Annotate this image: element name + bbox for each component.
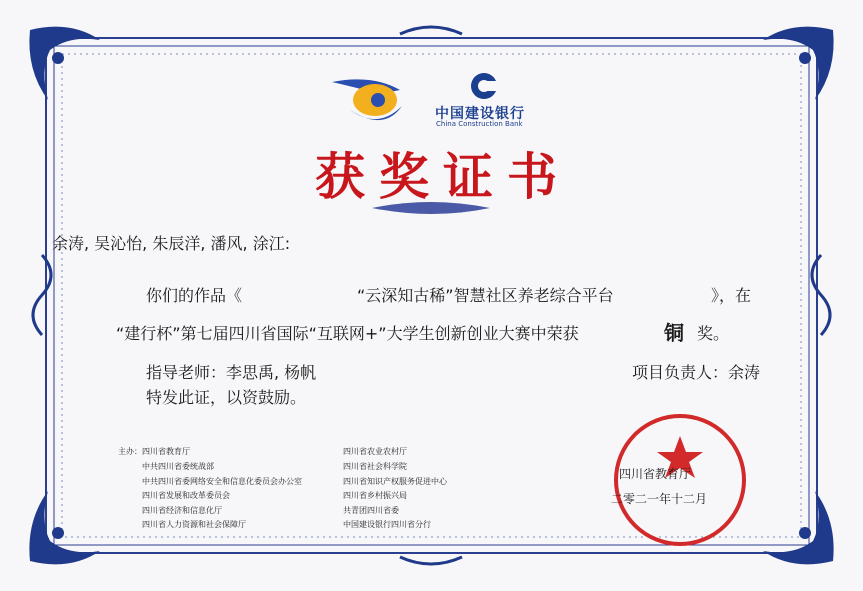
sponsor-left-4: 四川省经济和信息化厅 [142,506,222,515]
line1-prefix: 你们的作品《 [146,286,243,305]
sponsor-left-5: 四川省人力资源和社会保障厅 [142,520,246,529]
sponsor-right-1: 四川省社会科学院 [343,462,407,471]
sponsors-label: 主办： [118,447,142,456]
advisors: 指导老师：李思禹, 杨帆 [146,363,317,382]
sponsor-left-2: 中共四川省委网络安全和信息化委员会办公室 [142,477,302,486]
sponsor-right-2: 四川省知识产权服务促进中心 [343,477,447,486]
sponsor-left-0: 四川省教育厅 [142,447,190,456]
sponsor-left-3: 四川省发展和改革委员会 [142,491,230,500]
contest-logo-icon [332,79,402,120]
project-lead: 项目负责人：余涛 [632,363,761,382]
sponsor-left-1: 中共四川省委统战部 [142,462,214,471]
issue-date: 二零二一年十二月 [611,492,708,506]
line1-suffix: 》，在 [711,286,752,305]
recipient-names: 余涛, 吴沁怡, 朱辰洋, 潘风, 涂江: [52,234,291,253]
sponsor-right-4: 共青团四川省委 [343,506,399,515]
certify-text: 特发此证，以资鼓励。 [146,388,307,407]
sponsor-right-0: 四川省农业农村厅 [343,447,407,456]
bank-name-en: China Construction Bank [436,120,523,128]
ccb-logo-icon [471,73,498,99]
award-level: 铜 [664,321,684,345]
bank-name-cn: 中国建设银行 [435,106,525,122]
sponsor-right-5: 中国建设银行四川省分行 [343,520,431,529]
line2-prefix: “建行杯”第七届四川省国际“互联网+”大学生创新创业大赛中荣获 [116,324,579,343]
sponsor-right-3: 四川省乡村振兴局 [343,491,407,500]
work-title: “云深知古稀”智慧社区养老综合平台 [357,286,614,305]
certificate-title: 获奖证书 [315,147,571,206]
line2-suffix: 奖。 [697,324,730,343]
issuer-name: 四川省教育厅 [619,467,692,481]
